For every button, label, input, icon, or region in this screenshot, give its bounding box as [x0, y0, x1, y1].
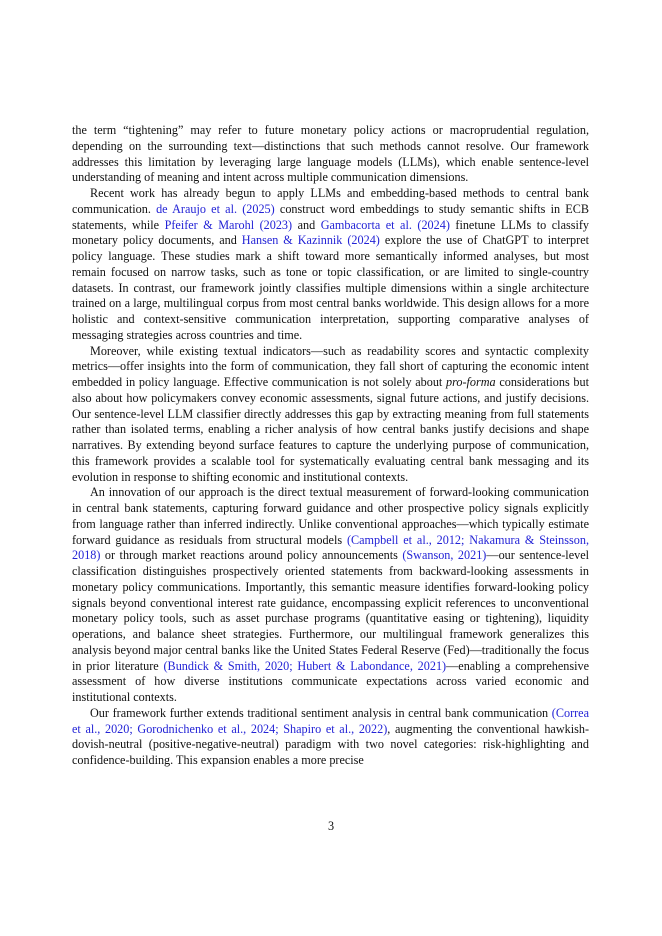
text-run: Recent work has already begun to apply LLMs and embedding-based methods to central bank communication.: [72, 186, 589, 216]
text-run: finetune LLMs to classify monetary policy documents, and: [72, 217, 589, 248]
paragraph-forward-looking: [72, 485, 589, 706]
text-run: Moreover, while existing textual indicators—such as readability scores and syntactic complexity metrics—offer insights into the form of communication, they fall short of capturing the economic intent embedded in policy language. Effective communication is not solely about: [72, 343, 589, 389]
text-run: explore the use of ChatGPT to interpret policy language. These studies mark a shift toward more semantically informed analyses, but most remain focused on narrow tasks, such as tone or topic classification, or are limited to single-country datasets. In contrast, our framework jointly classifies multiple dimensions within a single architecture trained on a large, multilingual corpus from most central banks worldwide. This design allows for a more holistic and context-sensitive communication interpretation, supporting comparative analyses of messaging strategies across countries and time.: [72, 233, 589, 342]
text-run: construct word embeddings to study semantic shifts in ECB statements, while: [72, 201, 589, 232]
citation-link[interactable]: Pfeifer & Marohl (2023): [164, 217, 293, 232]
citation-link[interactable]: de Araujo et al. (2025): [156, 201, 275, 216]
citation-link[interactable]: (Bundick & Smith, 2020; Hubert & Labondance, 2021): [163, 658, 447, 673]
citation-link[interactable]: Hansen & Kazinnik (2024): [241, 233, 380, 248]
text-run: the term “tightening” may refer to future monetary policy actions or macroprudential regulation, depending on the surrounding text—distinctions that such methods cannot resolve. Our framework addresses this limitation by leveraging large language models (LLMs), which enable sentence-level understanding of meaning and intent across multiple communication dimensions.: [72, 123, 589, 185]
text-run: —our sentence-level classification distinguishes prospectively oriented statements from backward-looking assessments in monetary policy communications. Importantly, this semantic measure identifies forward-looking policy signals beyond conventional interest rate guidance, encompassing explicit references to unconventional monetary policy tools, such as asset purchase programs (quantitative easing or tightening), liquidity operations, and balance sheet strategies. Furthermore, our multilingual framework generalizes this analysis beyond major central banks like the United States Federal Reserve (Fed)—traditionally the focus in prior literature: [72, 548, 589, 673]
text-run: or through market reactions around policy announcements: [100, 548, 403, 563]
page-number: 3: [327, 819, 335, 833]
text-run: Our framework further extends traditional sentiment analysis in central bank communication: [90, 705, 552, 720]
body-text: [72, 123, 589, 769]
paragraph-sentiment: [72, 706, 589, 769]
emphasis-text: pro-forma: [446, 375, 496, 389]
citation-link[interactable]: (Swanson, 2021): [402, 548, 487, 563]
citation-link[interactable]: (Correa et al., 2020; Gorodnichenko et al., 2024; Shapiro et al., 2022): [72, 705, 589, 736]
citation-link[interactable]: (Campbell et al., 2012; Nakamura & Steinsson, 2018): [72, 532, 589, 563]
text-run: An innovation of our approach is the direct textual measurement of forward-looking communication in central bank statements, capturing forward guidance and other prospective policy signals explicitly from language rather than inferred indirectly. Unlike conventional approaches—which typically estimate forward guidance as residuals from structural models: [72, 485, 589, 547]
text-run: , augmenting the conventional hawkish-dovish-neutral (positive-negative-neutral) paradigm with two novel categories: risk-highlighting and confidence-building. This expansion enables a more precise: [72, 721, 589, 767]
text-run: considerations but also about how policymakers convey economic assessments, signal future actions, and justify decisions. Our sentence-level LLM classifier directly addresses this gap by extracting meaning from full statements rather than isolated terms, enabling a richer analysis of how central banks justify decisions and shape narratives. By extending beyond surface features to capture the underlying purpose of communication, this framework provides a scalable tool for systematically evaluating central bank messaging and its evolution in response to shifting economic and institutional contexts.: [72, 375, 589, 484]
text-run: —enabling a comprehensive assessment of how diverse institutions communicate expectations across varied economic and institutional contexts.: [72, 658, 589, 704]
paragraph-related-work: [72, 186, 589, 344]
paragraph-continuation: [72, 123, 589, 186]
citation-link[interactable]: Gambacorta et al. (2024): [320, 217, 450, 232]
text-run: and: [292, 217, 321, 232]
paragraph-textual-indicators: [72, 344, 589, 486]
